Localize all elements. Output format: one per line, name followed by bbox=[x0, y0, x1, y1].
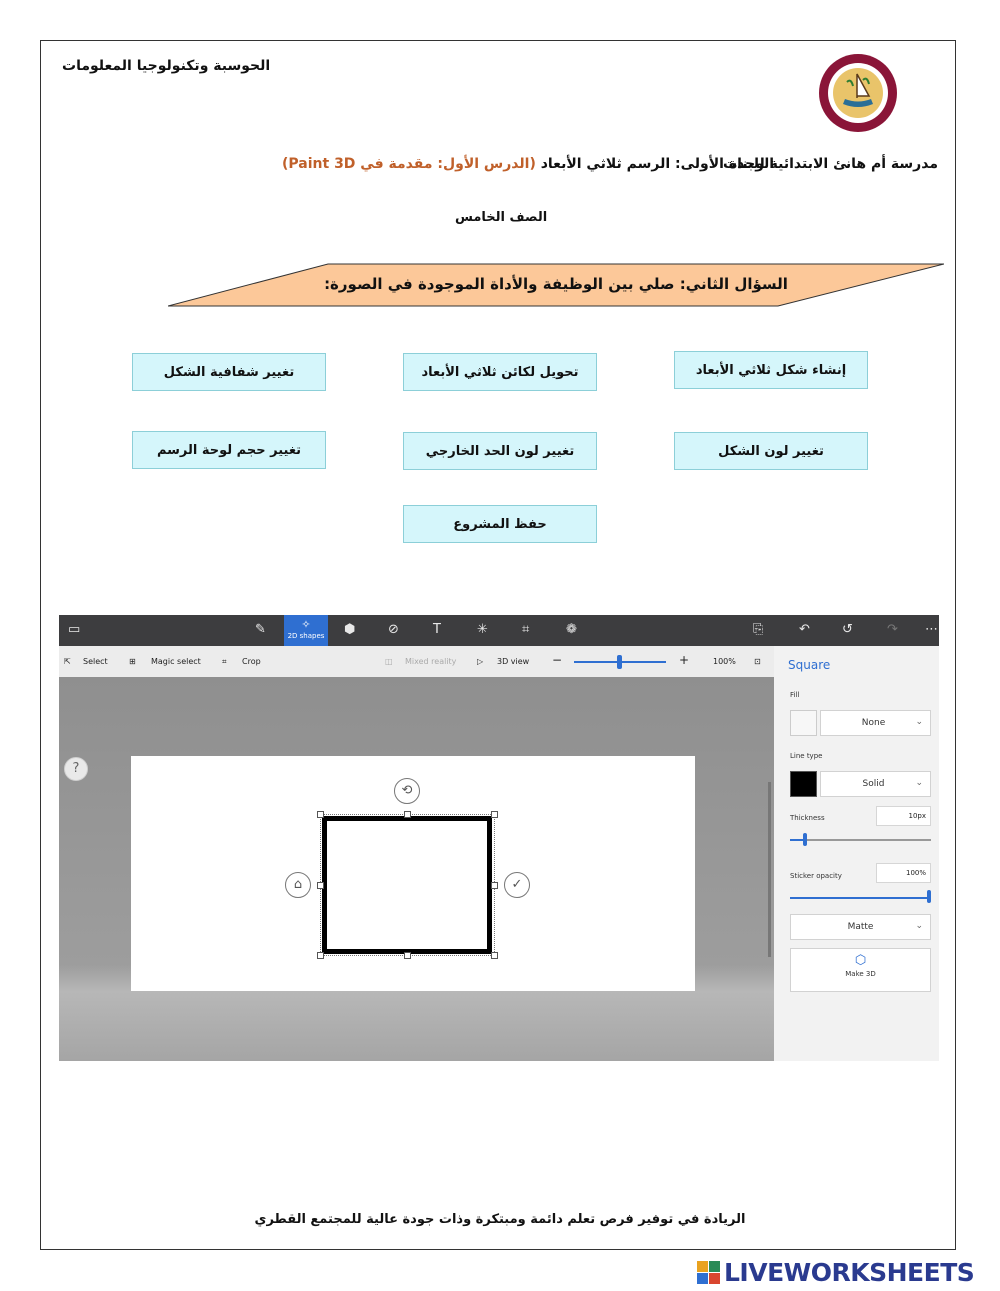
qatar-ministry-emblem-icon bbox=[817, 52, 899, 134]
fill-dropdown[interactable] bbox=[820, 710, 931, 736]
thickness-input[interactable]: 10px bbox=[876, 806, 931, 826]
chevron-down-icon: ⌄ bbox=[915, 921, 923, 931]
line-type-value: Solid bbox=[862, 779, 885, 789]
zoom-out-icon[interactable]: − bbox=[552, 653, 563, 667]
make-3d-button[interactable] bbox=[790, 948, 931, 992]
crop-icon: ⌗ bbox=[222, 657, 227, 666]
thickness-label: Thickness bbox=[790, 814, 825, 822]
fill-label: Fill bbox=[790, 691, 800, 699]
scrollbar[interactable] bbox=[768, 782, 771, 957]
chevron-down-icon: ⌄ bbox=[915, 717, 923, 727]
unit-prefix: الوحدة الأولى: الرسم ثلاثي الأبعاد bbox=[535, 156, 775, 172]
resize-handle-top-right[interactable] bbox=[491, 811, 498, 818]
question-banner bbox=[168, 263, 944, 307]
liveworksheets-logo bbox=[697, 1257, 974, 1287]
thickness-slider[interactable] bbox=[790, 839, 931, 841]
fill-color-swatch[interactable] bbox=[790, 710, 817, 736]
select-icon: ⇱ bbox=[64, 657, 71, 666]
line-type-dropdown[interactable] bbox=[820, 771, 931, 797]
mixed-reality-button[interactable]: Mixed reality bbox=[405, 657, 457, 666]
resize-handle-bottom-right[interactable] bbox=[491, 952, 498, 959]
question-title: السؤال الثاني: صلي بين الوظيفة والأداة الموجودة في الصورة: bbox=[324, 275, 788, 293]
magic-select-icon: ⊞ bbox=[129, 657, 136, 666]
match-card-change-opacity[interactable]: تغيير شفافية الشكل bbox=[132, 353, 326, 391]
more-icon[interactable]: ⋯ bbox=[925, 622, 938, 637]
crop-button[interactable]: Crop bbox=[242, 657, 261, 666]
text-icon[interactable]: T bbox=[433, 622, 441, 637]
view-3d-button[interactable]: 3D view bbox=[497, 657, 530, 666]
match-card-convert-to-3d[interactable]: تحويل لكائن ثلاثي الأبعاد bbox=[403, 353, 597, 391]
paint3d-screenshot bbox=[59, 615, 939, 1061]
school-name: مدرسة أم هانئ الابتدائية للبنات bbox=[723, 156, 938, 172]
mixed-reality-icon: ◫ bbox=[385, 657, 393, 666]
opacity-slider[interactable] bbox=[790, 897, 931, 899]
sticker-opacity-input[interactable]: 100% bbox=[876, 863, 931, 883]
match-card-resize-canvas[interactable]: تغيير حجم لوحة الرسم bbox=[132, 431, 326, 469]
thickness-slider-thumb[interactable] bbox=[803, 833, 807, 846]
brush-icon[interactable]: ✎ bbox=[255, 622, 266, 637]
paste-icon[interactable]: ⎘ bbox=[753, 622, 764, 637]
unit-title bbox=[282, 156, 774, 172]
footer-motto: الريادة في توفير فرص تعلم دائمة ومبتكرة وذات جودة عالية للمجتمع القطري bbox=[254, 1212, 746, 1227]
resize-handle-bottom[interactable] bbox=[404, 952, 411, 959]
shapes-2d-icon: ✧ bbox=[301, 618, 311, 631]
canvas-icon[interactable]: ⌗ bbox=[522, 622, 530, 637]
select-button[interactable]: Select bbox=[83, 657, 108, 666]
library-icon[interactable]: ❁ bbox=[566, 622, 577, 637]
liveworksheets-brand: LIVEWORKSHEETS bbox=[724, 1257, 975, 1287]
sticker-icon[interactable]: ⊘ bbox=[388, 622, 399, 637]
redo-icon[interactable]: ↷ bbox=[887, 622, 898, 637]
stamp-icon[interactable]: ⌂ bbox=[285, 872, 311, 898]
liveworksheets-logo-icon bbox=[697, 1261, 720, 1284]
tab-2d-shapes[interactable] bbox=[284, 615, 328, 646]
resize-handle-right[interactable] bbox=[491, 882, 498, 889]
zoom-level: 100% bbox=[713, 657, 736, 666]
sticker-opacity-label: Sticker opacity bbox=[790, 872, 842, 880]
panel-title: Square bbox=[788, 658, 831, 672]
opacity-slider-thumb[interactable] bbox=[927, 890, 931, 903]
finish-value: Matte bbox=[847, 922, 874, 932]
resize-handle-bottom-left[interactable] bbox=[317, 952, 324, 959]
resize-handle-top-left[interactable] bbox=[317, 811, 324, 818]
subject-title: الحوسبة وتكنولوجيا المعلومات bbox=[62, 58, 271, 74]
undo-icon[interactable]: ↶ bbox=[799, 622, 810, 637]
resize-handle-top[interactable] bbox=[404, 811, 411, 818]
rotate-icon[interactable]: ⟲ bbox=[394, 778, 420, 804]
folder-icon[interactable]: ▭ bbox=[68, 622, 81, 637]
match-card-save-project[interactable]: حفظ المشروع bbox=[403, 505, 597, 543]
history-icon[interactable]: ↺ bbox=[842, 622, 853, 637]
make-3d-label: Make 3D bbox=[845, 970, 876, 978]
view-3d-icon: ▷ bbox=[477, 657, 484, 666]
resize-handle-left[interactable] bbox=[317, 882, 324, 889]
paint3d-topbar bbox=[59, 615, 939, 646]
effects-icon[interactable]: ✳ bbox=[477, 622, 488, 637]
paint3d-subtoolbar bbox=[59, 646, 774, 677]
cube-3d-icon[interactable]: ⬢ bbox=[344, 622, 356, 637]
fit-view-icon[interactable]: ⊡ bbox=[754, 657, 761, 666]
line-type-label: Line type bbox=[790, 752, 823, 760]
zoom-in-icon[interactable]: + bbox=[679, 653, 690, 667]
zoom-slider-thumb[interactable] bbox=[617, 655, 622, 669]
finish-dropdown[interactable] bbox=[790, 914, 931, 940]
match-card-create-3d-shape[interactable]: إنشاء شكل ثلاثي الأبعاد bbox=[674, 351, 868, 389]
fill-value: None bbox=[861, 718, 886, 728]
properties-panel bbox=[774, 646, 939, 1061]
grade-label: الصف الخامس bbox=[455, 210, 548, 225]
cube-icon: ⬡ bbox=[854, 953, 867, 968]
match-card-change-outline-color[interactable]: تغيير لون الحد الخارجي bbox=[403, 432, 597, 470]
match-card-change-shape-color[interactable]: تغيير لون الشكل bbox=[674, 432, 868, 470]
confirm-check-icon[interactable]: ✓ bbox=[504, 872, 530, 898]
line-color-swatch[interactable] bbox=[790, 771, 817, 797]
lesson-title: (الدرس الأول: مقدمة في Paint 3D) bbox=[282, 156, 536, 172]
square-shape[interactable] bbox=[322, 816, 492, 954]
chevron-down-icon: ⌄ bbox=[915, 778, 923, 788]
magic-select-button[interactable]: Magic select bbox=[151, 657, 201, 666]
help-button[interactable]: ? bbox=[64, 757, 88, 781]
tab-2d-shapes-label: 2D shapes bbox=[287, 632, 325, 640]
